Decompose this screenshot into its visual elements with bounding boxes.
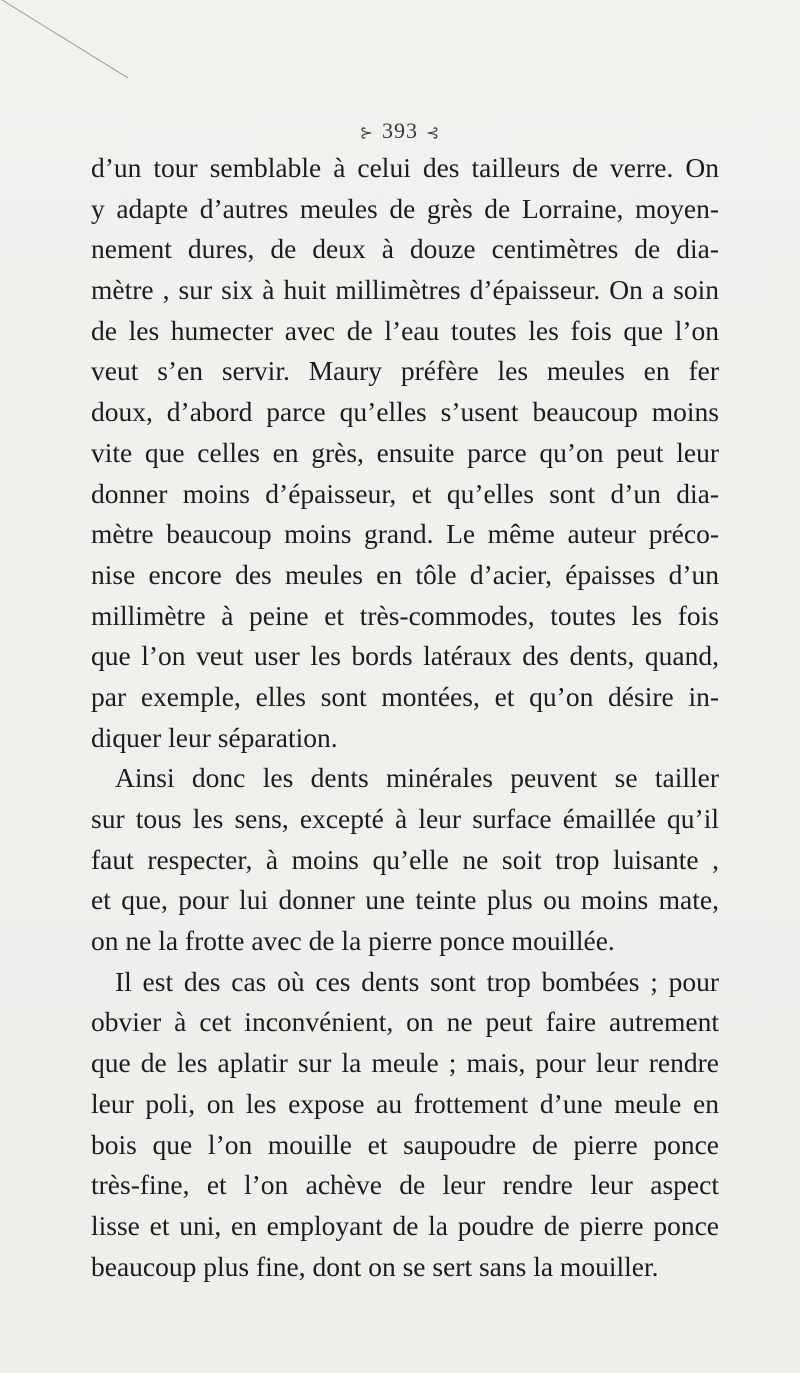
text-line: que l’on veut user les bords latéraux des dents, quand, (91, 640, 719, 672)
text-line: très-fine, et l’on achève de leur rendre leur aspect (91, 1169, 719, 1201)
ornament-left-icon: ⊱ (359, 124, 374, 142)
text-line: on ne la frotte avec de la pierre ponce mouillée. (91, 925, 615, 957)
text-line: y adapte d’autres meules de grès de Lorraine, moyen- (91, 192, 719, 224)
text-line: doux, d’abord parce qu’elles s’usent beaucoup moins (91, 396, 719, 428)
text-line: millimètre à peine et très-commodes, toutes les fois (91, 599, 719, 631)
text-line: et que, pour lui donner une teinte plus ou moins mate, (91, 884, 719, 916)
text-line: leur poli, on les expose au frottement d’une meule en (91, 1087, 719, 1119)
text-line: obvier à cet inconvénient, on ne peut faire autrement (91, 1006, 719, 1038)
text-line: mètre beaucoup moins grand. Le même auteur préco- (91, 518, 719, 550)
text-line: que de les aplatir sur la meule ; mais, pour leur rendre (91, 1047, 719, 1079)
text-line: nise encore des meules en tôle d’acier, épaisses d’un (91, 558, 719, 590)
text-line: faut respecter, à moins qu’elle ne soit trop luisante , (91, 843, 719, 875)
text-line: Il est des cas où ces dents sont trop bombées ; pour (115, 965, 719, 997)
text-line: par exemple, elles sont montées, et qu’on désire in- (91, 680, 719, 712)
page-edge-mark (0, 0, 130, 80)
text-line: vite que celles en grès, ensuite parce qu’on peut leur (91, 436, 719, 468)
text-line: de les humecter avec de l’eau toutes les fois que l’on (91, 314, 719, 346)
ornament-right-icon: ⊰ (426, 124, 441, 142)
text-line: mètre , sur six à huit millimètres d’épaisseur. On a soin (91, 274, 719, 306)
text-line: sur tous les sens, excepté à leur surface émaillée qu’il (91, 803, 719, 834)
body-text (91, 148, 719, 1287)
text-line: donner moins d’épaisseur, et qu’elles sont d’un dia- (91, 477, 719, 509)
text-line: bois que l’on mouille et saupoudre de pierre ponce (91, 1128, 719, 1160)
text-line: nement dures, de deux à douze centimètres de dia- (91, 233, 719, 265)
text-line: beaucoup plus fine, dont on se sert sans la mouiller. (91, 1250, 659, 1282)
page-header (0, 118, 800, 144)
text-line: Ainsi donc les dents minérales peuvent se tailler (115, 762, 719, 794)
text-line: d’un tour semblable à celui des tailleurs de verre. On (91, 152, 719, 183)
text-line: veut s’en servir. Maury préfère les meules en fer (91, 355, 719, 387)
text-line: diquer leur séparation. (91, 721, 338, 753)
page-number: 393 (382, 118, 418, 143)
text-line: lisse et uni, en employant de la poudre de pierre ponce (91, 1209, 719, 1241)
